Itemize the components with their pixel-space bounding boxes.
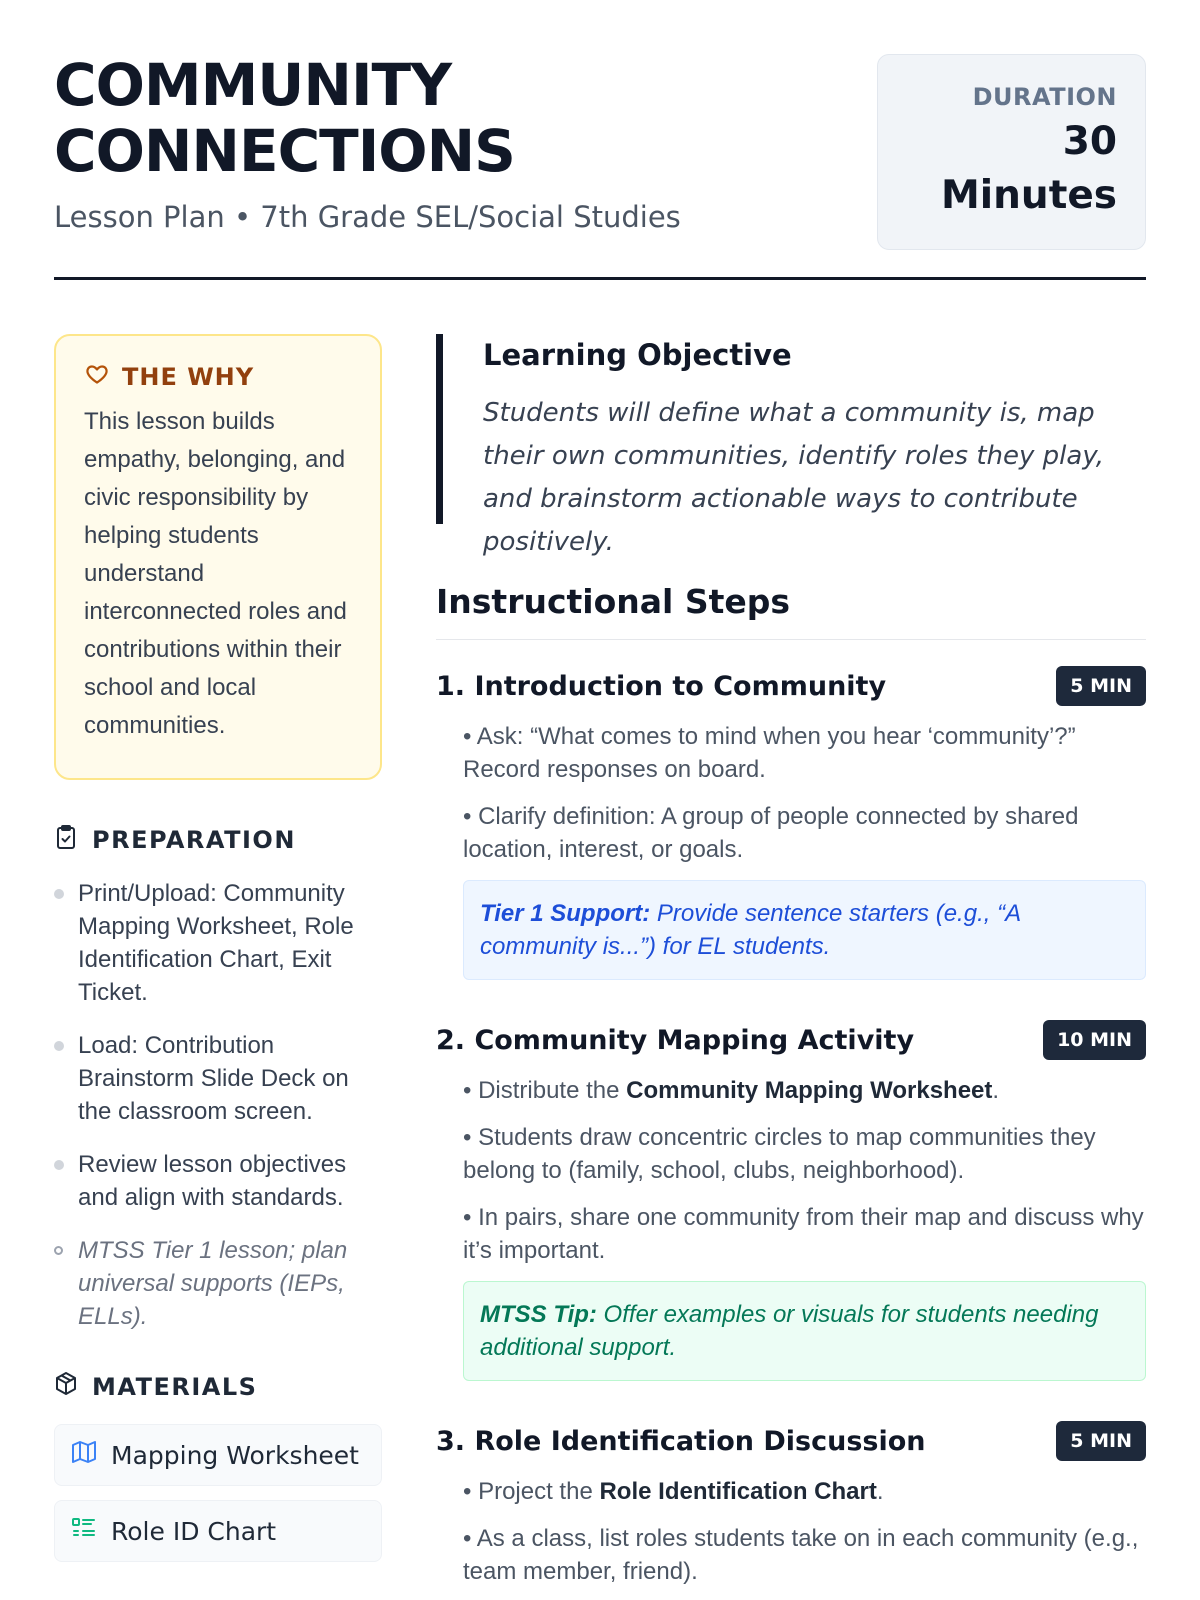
title-line-1: COMMUNITY xyxy=(54,51,452,119)
materials-section xyxy=(54,1371,382,1562)
step-3 xyxy=(436,1421,1146,1588)
package-icon xyxy=(54,1371,78,1402)
preparation-list xyxy=(54,877,382,1333)
material-mapping-worksheet[interactable] xyxy=(54,1424,382,1486)
steps-title: Instructional Steps xyxy=(436,582,1146,640)
callout-label: MTSS Tip: xyxy=(480,1301,597,1328)
page-title xyxy=(54,52,754,184)
bullet-circle xyxy=(54,1246,63,1255)
duration-value xyxy=(878,115,1117,223)
material-label: Role ID Chart xyxy=(111,1516,277,1546)
step-1 xyxy=(436,666,1146,980)
preparation-header xyxy=(54,824,382,855)
step-header xyxy=(436,1020,1146,1060)
step-header xyxy=(436,1421,1146,1461)
materials-title: MATERIALS xyxy=(92,1372,258,1401)
list-item: Review lesson objectives and align with standards. xyxy=(54,1148,382,1214)
step-bullets xyxy=(436,1074,1146,1267)
clipboard-check-icon xyxy=(54,824,78,855)
preparation-section xyxy=(54,824,382,1333)
why-card xyxy=(54,334,382,780)
step-title: 3. Role Identification Discussion xyxy=(436,1425,926,1457)
bullet-dot xyxy=(54,889,64,899)
list-item: • Clarify definition: A group of people connected by shared location, interest, or goals. xyxy=(463,803,1079,863)
map-icon xyxy=(71,1440,97,1470)
step-2 xyxy=(436,1020,1146,1381)
list-icon xyxy=(71,1516,97,1546)
chart-name: Role Identification Chart xyxy=(599,1478,877,1505)
learning-objective xyxy=(436,334,1146,557)
callout-text: Offer examples or visuals for students needing additional support. xyxy=(480,1301,1099,1361)
material-role-id-chart[interactable] xyxy=(54,1500,382,1562)
step-title: 1. Introduction to Community xyxy=(436,670,887,702)
mtss-tip-callout xyxy=(463,1281,1146,1381)
why-header xyxy=(84,362,354,391)
list-item: • Ask: “What comes to mind when you hear ‘community’?” Record responses on board. xyxy=(463,723,1076,783)
page-subtitle: Lesson Plan • 7th Grade SEL/Social Studies xyxy=(54,200,681,234)
list-item: • Distribute the Community Mapping Worksheet. xyxy=(463,1077,1000,1104)
step-bullets xyxy=(436,720,1146,866)
duration-badge: 5 MIN xyxy=(1056,666,1146,706)
step-header xyxy=(436,666,1146,706)
duration-number: 30 xyxy=(1062,119,1117,164)
tier1-support-callout xyxy=(463,880,1146,980)
duration-card xyxy=(877,54,1146,250)
mtss-note: MTSS Tier 1 lesson; plan universal supports (IEPs, ELLs). xyxy=(54,1234,382,1333)
bullet-dot xyxy=(54,1041,64,1051)
main-content xyxy=(436,334,1146,1600)
list-item: • Project the Role Identification Chart. xyxy=(463,1478,884,1505)
sidebar xyxy=(54,334,382,1562)
worksheet-name: Community Mapping Worksheet xyxy=(626,1077,993,1104)
duration-badge: 10 MIN xyxy=(1043,1020,1146,1060)
duration-unit: Minutes xyxy=(940,173,1117,218)
why-text: This lesson builds empathy, belonging, and civic responsibility by helping students understand interconnected roles and contributions within their school and local communities. xyxy=(84,408,347,739)
list-item: Load: Contribution Brainstorm Slide Deck on the classroom screen. xyxy=(54,1029,382,1128)
bullet-dot xyxy=(54,1160,64,1170)
duration-label: DURATION xyxy=(972,83,1117,111)
step-bullets xyxy=(436,1475,1146,1588)
objective-text: Students will define what a community is, map their own communities, identify roles they play, and brainstorm actionable ways to contribute positively. xyxy=(483,398,1104,557)
callout-text: Provide sentence starters (e.g., “A community is...”) for EL students. xyxy=(480,900,1021,960)
materials-header xyxy=(54,1371,382,1402)
list-item: • In pairs, share one community from their map and discuss why it’s important. xyxy=(463,1204,1144,1264)
step-title: 2. Community Mapping Activity xyxy=(436,1024,915,1056)
objective-title: Learning Objective xyxy=(483,338,792,372)
duration-badge: 5 MIN xyxy=(1056,1421,1146,1461)
lesson-header xyxy=(54,52,1146,280)
callout-label: Tier 1 Support: xyxy=(480,900,651,927)
preparation-title: PREPARATION xyxy=(92,825,296,854)
title-line-2: CONNECTIONS xyxy=(54,117,515,185)
list-item: • As a class, list roles students take on in each community (e.g., team member, friend). xyxy=(463,1525,1139,1585)
list-item: Print/Upload: Community Mapping Worksheet, Role Identification Chart, Exit Ticket. xyxy=(54,877,382,1009)
list-item: • Students draw concentric circles to map communities they belong to (family, school, clubs, neighborhood). xyxy=(463,1124,1096,1184)
heart-icon xyxy=(84,362,110,391)
material-label: Mapping Worksheet xyxy=(111,1440,359,1470)
why-title: THE WHY xyxy=(122,362,255,391)
header-divider xyxy=(54,277,1146,280)
